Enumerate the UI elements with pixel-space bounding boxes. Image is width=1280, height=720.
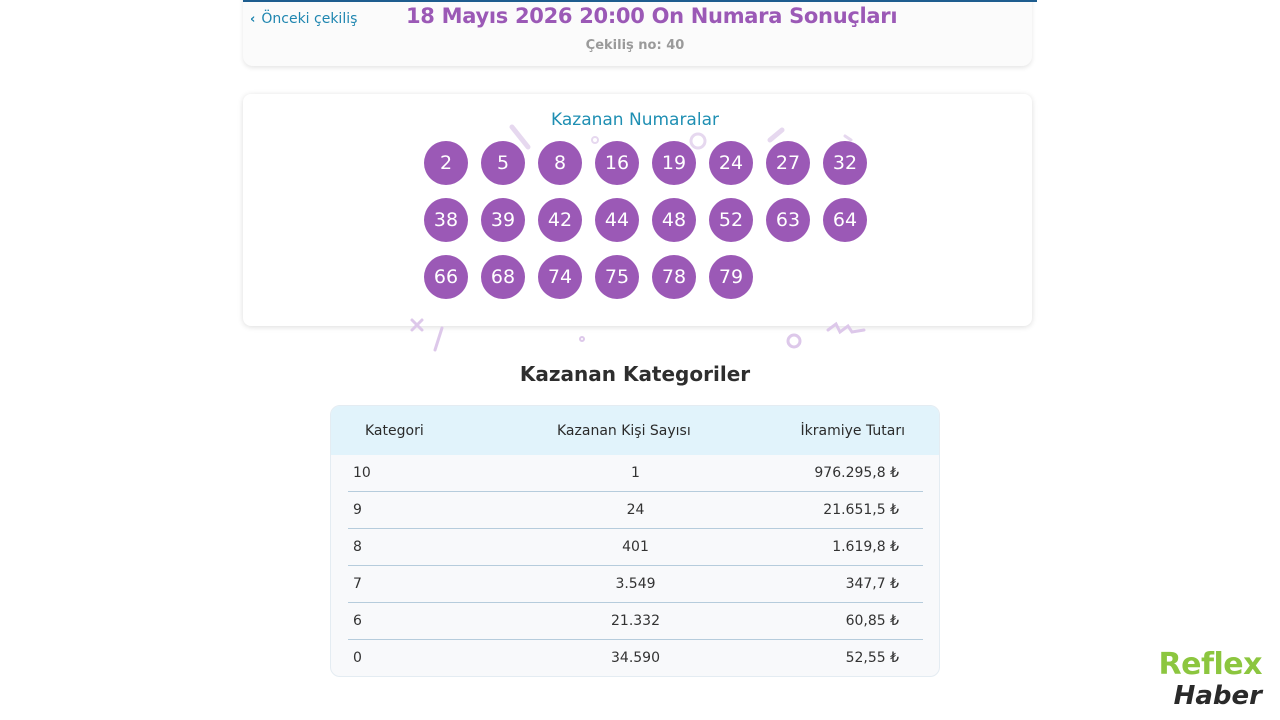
cell-prize-amount: 1.619,8 ₺ [832,539,899,555]
table-row [348,455,923,492]
number-ball: 74 [538,255,582,299]
cell-winner-count: 401 [622,539,649,555]
table-row [348,492,923,529]
previous-draw-link[interactable] [250,11,357,27]
winning-numbers-title: Kazanan Numaralar [551,110,719,130]
cell-category: 8 [353,539,362,555]
number-ball: 44 [595,198,639,242]
cell-winner-count: 1 [631,465,640,481]
table-row [348,603,923,640]
cell-prize-amount: 347,7 ₺ [845,576,899,592]
previous-draw-label: Önceki çekiliş [261,11,358,27]
reflex-haber-logo [1159,648,1262,710]
cell-category: 7 [353,576,362,592]
number-ball: 8 [538,141,582,185]
logo-line-2: Haber [1173,681,1262,711]
logo-line-1: Reflex [1158,647,1262,682]
cell-category: 9 [353,502,362,518]
cell-winner-count: 3.549 [615,576,656,592]
cell-prize-amount: 976.295,8 ₺ [814,465,899,481]
column-header-category: Kategori [365,423,424,439]
cell-category: 0 [353,650,362,666]
number-ball: 2 [424,141,468,185]
number-ball: 66 [424,255,468,299]
categories-title: Kazanan Kategoriler [519,362,751,386]
number-ball: 27 [766,141,810,185]
number-ball: 63 [766,198,810,242]
column-header-winners: Kazanan Kişi Sayısı [557,423,691,439]
column-header-prize: İkramiye Tutarı [800,423,905,439]
number-ball: 48 [652,198,696,242]
cell-category: 10 [353,465,371,481]
chevron-left-icon: ‹ [250,11,256,27]
number-ball: 64 [823,198,867,242]
categories-table [330,405,940,677]
number-ball: 39 [481,198,525,242]
number-ball: 79 [709,255,753,299]
header-divider [243,0,1037,2]
cell-prize-amount: 21.651,5 ₺ [823,502,899,518]
number-ball: 52 [709,198,753,242]
number-ball: 32 [823,141,867,185]
number-ball: 42 [538,198,582,242]
table-row [348,640,923,677]
number-ball: 16 [595,141,639,185]
draw-number: Çekiliş no: 40 [585,38,685,53]
cell-winner-count: 24 [626,502,645,518]
cell-category: 6 [353,613,362,629]
cell-winner-count: 34.590 [611,650,660,666]
number-ball: 24 [709,141,753,185]
table-header [331,406,939,455]
cell-prize-amount: 52,55 ₺ [845,650,899,666]
number-ball: 75 [595,255,639,299]
number-ball: 38 [424,198,468,242]
cell-prize-amount: 60,85 ₺ [845,613,899,629]
cell-winner-count: 21.332 [611,613,660,629]
number-ball: 78 [652,255,696,299]
page-title: 18 Mayıs 2026 20:00 On Numara Sonuçları [406,4,898,28]
winning-numbers-grid [424,141,884,299]
number-ball: 5 [481,141,525,185]
table-row [348,529,923,566]
number-ball: 19 [652,141,696,185]
table-row [348,566,923,603]
number-ball: 68 [481,255,525,299]
